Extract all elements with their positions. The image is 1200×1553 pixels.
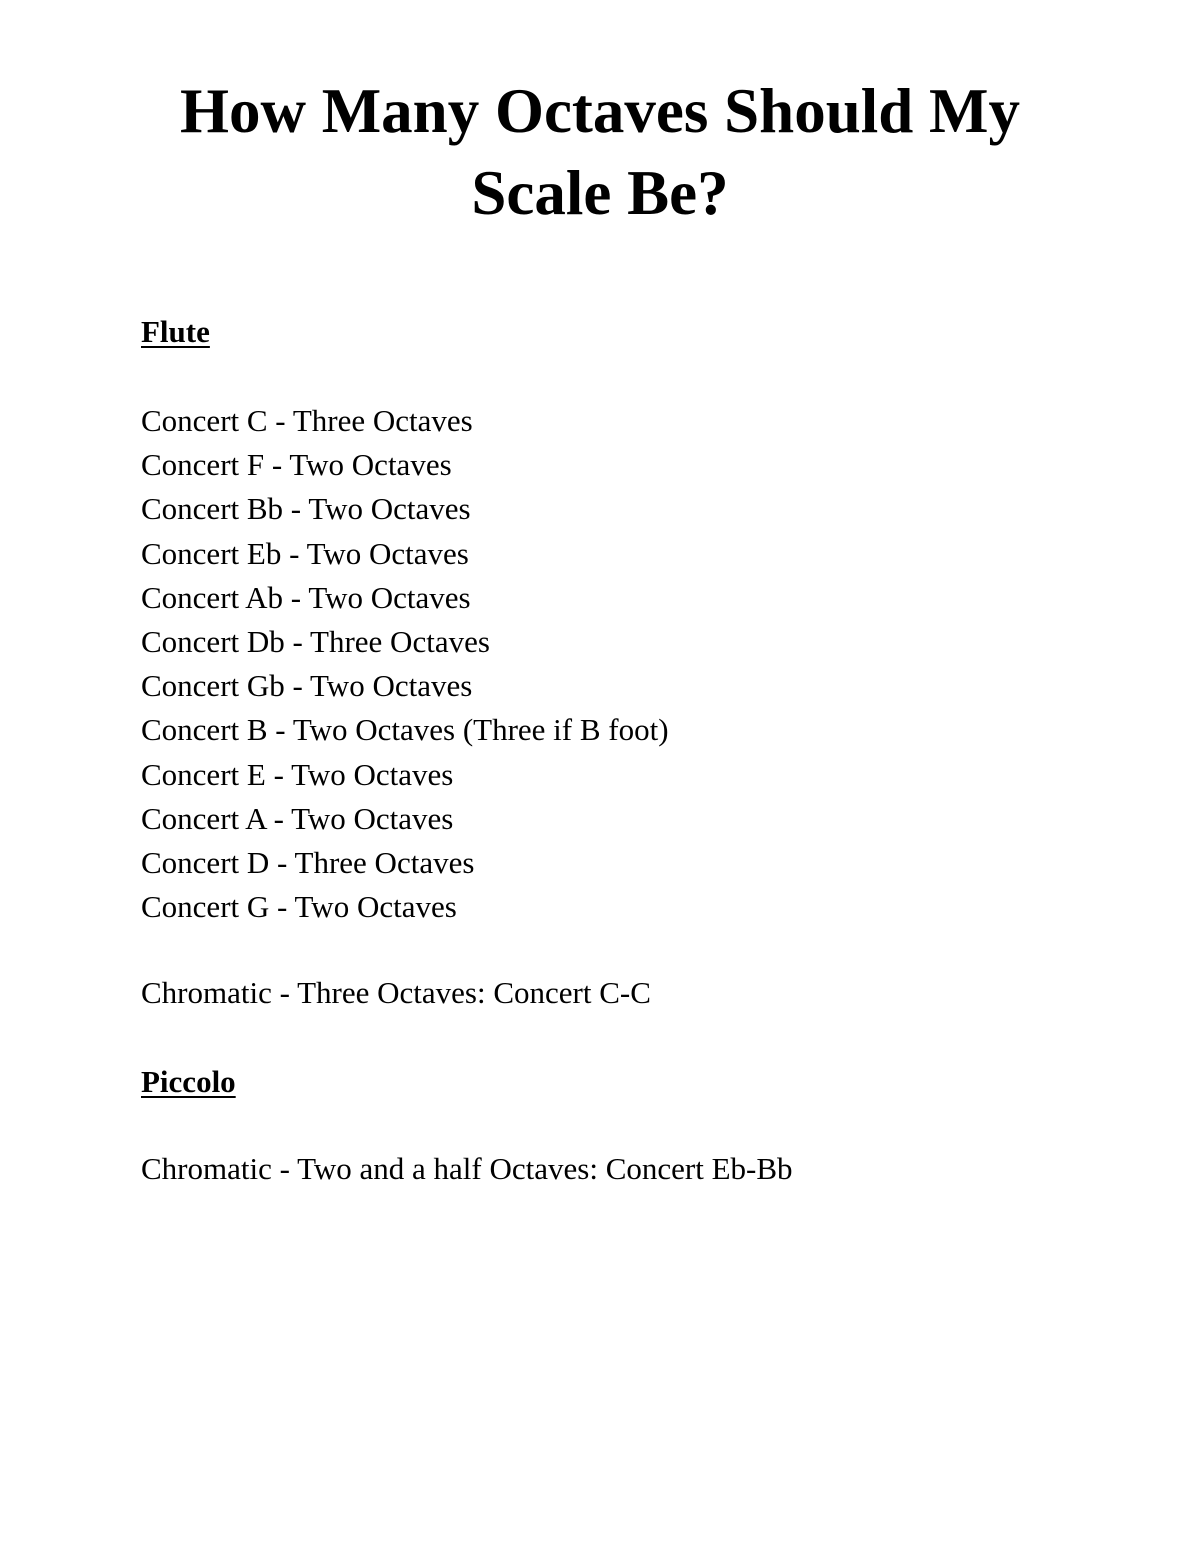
flute-chromatic-line: Chromatic - Three Octaves: Concert C-C [141, 975, 651, 1010]
scale-item: Concert B - Two Octaves (Three if B foot) [141, 712, 669, 748]
page-title-line-2: Scale Be? [471, 158, 729, 228]
page-title [0, 70, 1200, 234]
scale-item: Concert C - Three Octaves [141, 403, 473, 438]
scale-item: Concert D - Three Octaves [141, 845, 475, 881]
flute-heading: Flute [141, 314, 210, 349]
piccolo-heading: Piccolo [141, 1064, 236, 1099]
scale-item: Concert Eb - Two Octaves [141, 535, 469, 571]
flute-scale-list [141, 399, 669, 929]
scale-item: Concert G - Two Octaves [141, 889, 457, 925]
piccolo-chromatic-line: Chromatic - Two and a half Octaves: Concert Eb-Bb [141, 1151, 793, 1186]
scale-item: Concert E - Two Octaves [141, 756, 454, 792]
scale-item: Concert Db - Three Octaves [141, 624, 490, 660]
scale-item: Concert F - Two Octaves [141, 447, 452, 483]
scale-item: Concert A - Two Octaves [141, 800, 454, 836]
scale-item: Concert Ab - Two Octaves [141, 579, 471, 615]
scale-item: Concert Gb - Two Octaves [141, 668, 473, 704]
page-title-line-1: How Many Octaves Should My [179, 76, 1021, 146]
scale-item: Concert Bb - Two Octaves [141, 491, 471, 527]
